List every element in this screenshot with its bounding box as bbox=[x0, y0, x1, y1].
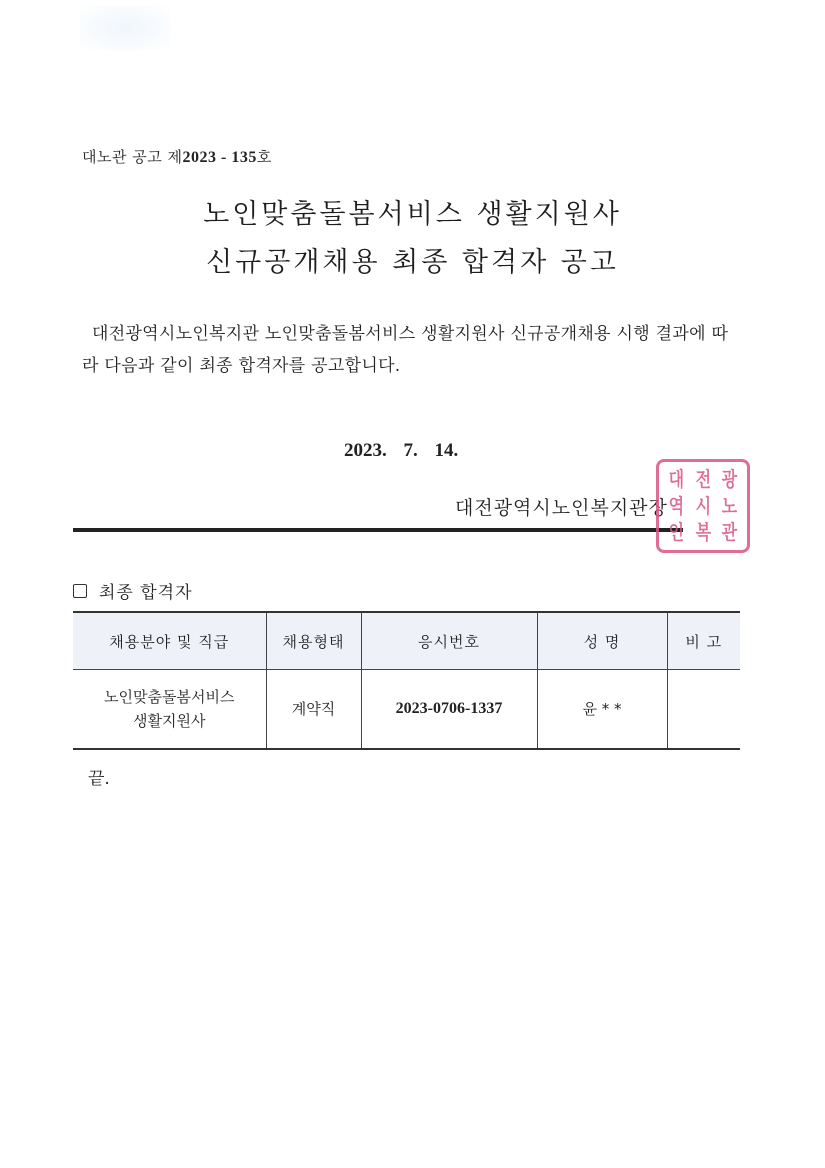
issuer-name: 대전광역시노인복지관장 bbox=[455, 497, 668, 519]
seal-char: 복 bbox=[695, 520, 711, 545]
seal-char: 관 bbox=[721, 520, 738, 545]
field-line-1: 노인맞춤돌봄서비스 bbox=[104, 688, 235, 706]
final-candidates-table bbox=[73, 611, 740, 750]
header-field-position: 채용분야 및 직급 bbox=[73, 612, 266, 670]
document-number bbox=[82, 146, 272, 167]
cell-applicant-number: 2023-0706-1337 bbox=[361, 670, 537, 750]
header-name: 성 명 bbox=[537, 612, 667, 670]
title-line-2: 신규공개채용 최종 합격자 공고 bbox=[206, 247, 619, 278]
cell-note bbox=[667, 670, 740, 750]
table-header-row bbox=[73, 612, 740, 670]
doc-number-value: 2023 - 135 bbox=[182, 149, 257, 166]
doc-number-prefix: 대노관 공고 제 bbox=[82, 148, 183, 166]
seal-char: 시 bbox=[695, 493, 711, 518]
table-row bbox=[73, 670, 740, 750]
section-heading bbox=[73, 578, 193, 603]
horizontal-divider bbox=[73, 528, 683, 532]
cell-employment-type: 계약직 bbox=[266, 670, 361, 750]
cell-name: 윤 * * bbox=[537, 670, 667, 750]
field-line-2: 생활지원사 bbox=[133, 712, 206, 730]
section-title: 최종 합격자 bbox=[99, 583, 193, 603]
square-bullet-icon bbox=[73, 584, 87, 598]
seal-char: 역 bbox=[668, 493, 685, 518]
title-line-1: 노인맞춤돌봄서비스 생활지원사 bbox=[203, 199, 622, 230]
seal-char: 광 bbox=[721, 467, 738, 491]
seal-char: 전 bbox=[695, 467, 711, 491]
end-mark: 끝. bbox=[88, 769, 110, 789]
seal-char: 대 bbox=[668, 467, 685, 491]
paragraph-text: 대전광역시노인복지관 노인맞춤돌봄서비스 생활지원사 신규공개채용 시행 결과에 따라 다음과 같이 최종 합격자를 공고합니다. bbox=[82, 324, 729, 376]
official-seal-stamp bbox=[656, 459, 750, 553]
cell-field-position bbox=[73, 670, 266, 750]
seal-char: 인 bbox=[668, 520, 685, 545]
doc-number-suffix: 호 bbox=[256, 148, 272, 166]
header-applicant-number: 응시번호 bbox=[361, 612, 537, 670]
announcement-paragraph bbox=[82, 318, 742, 382]
announcement-date: 2023. 7. 14. bbox=[344, 440, 459, 461]
seal-char: 노 bbox=[721, 493, 738, 518]
scan-artifact bbox=[80, 5, 170, 50]
header-employment-type: 채용형태 bbox=[266, 612, 361, 670]
header-note: 비 고 bbox=[667, 612, 740, 670]
